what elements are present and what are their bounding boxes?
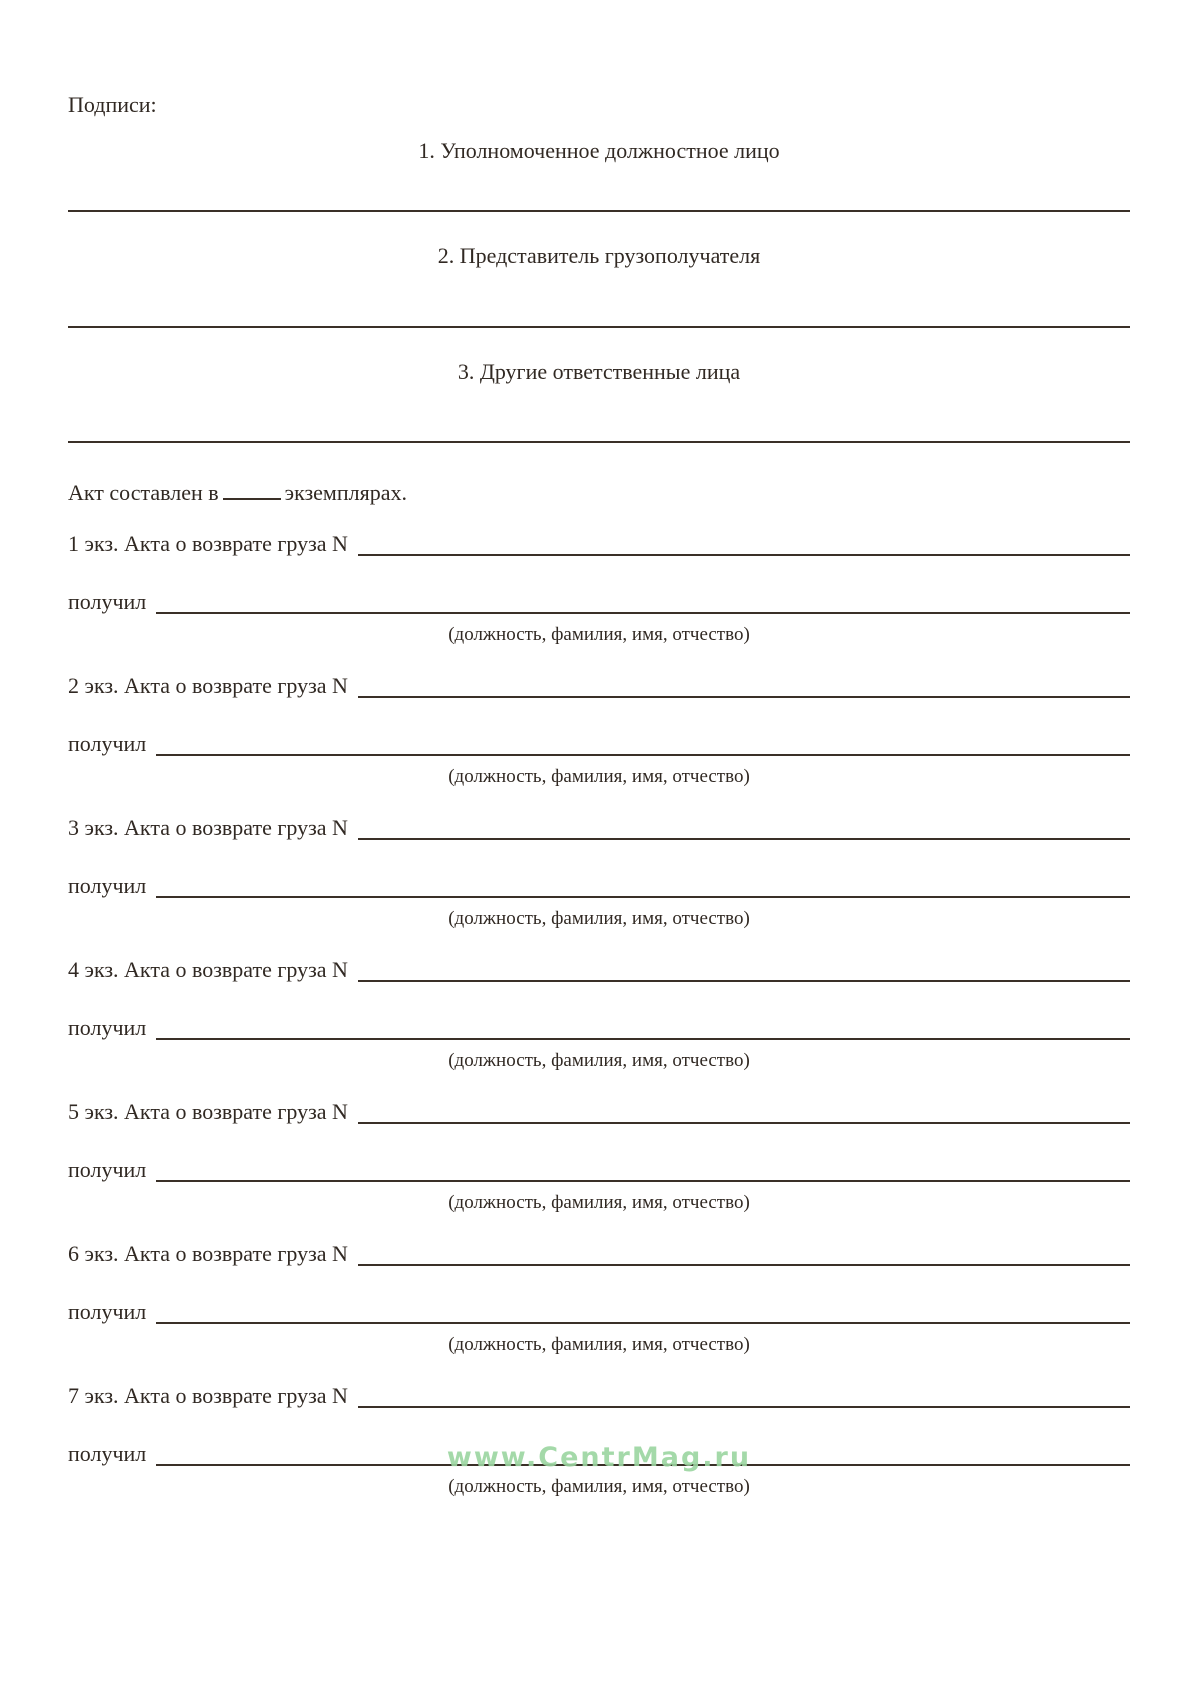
received-row-7 bbox=[68, 1435, 1130, 1469]
name-caption-4: (должность, фамилия, имя, отчество) bbox=[448, 1050, 750, 1071]
received-row-5 bbox=[68, 1151, 1130, 1185]
received-label-7: получил bbox=[68, 1441, 147, 1466]
copy-number-line-2 bbox=[358, 696, 1130, 698]
copy-number-line-1 bbox=[358, 554, 1130, 556]
received-line-2 bbox=[156, 754, 1130, 756]
received-line-6 bbox=[156, 1322, 1130, 1324]
received-row-1 bbox=[68, 583, 1130, 617]
copy-label-2: 2 экз. Акта о возврате груза N bbox=[68, 673, 348, 698]
received-label-4: получил bbox=[68, 1015, 147, 1040]
signatures-label: Подписи: bbox=[68, 92, 157, 117]
received-row-6 bbox=[68, 1293, 1130, 1327]
copies-statement-prefix: Акт составлен в bbox=[68, 480, 219, 505]
signer-heading-1: 1. Уполномоченное должностное лицо bbox=[418, 138, 780, 163]
name-caption-5: (должность, фамилия, имя, отчество) bbox=[448, 1192, 750, 1213]
copy-row-2 bbox=[68, 667, 1130, 701]
signature-line-2 bbox=[68, 326, 1130, 328]
name-caption-6: (должность, фамилия, имя, отчество) bbox=[448, 1334, 750, 1355]
copy-number-line-4 bbox=[358, 980, 1130, 982]
copy-label-3: 3 экз. Акта о возврате груза N bbox=[68, 815, 348, 840]
name-caption-1: (должность, фамилия, имя, отчество) bbox=[448, 624, 750, 645]
signer-heading-2: 2. Представитель грузополучателя bbox=[437, 243, 761, 268]
copy-row-7 bbox=[68, 1377, 1130, 1411]
name-caption-7: (должность, фамилия, имя, отчество) bbox=[448, 1476, 750, 1497]
copy-number-line-5 bbox=[358, 1122, 1130, 1124]
received-label-2: получил bbox=[68, 731, 147, 756]
copy-number-line-7 bbox=[358, 1406, 1130, 1408]
received-line-5 bbox=[156, 1180, 1130, 1182]
signature-line-3 bbox=[68, 441, 1130, 443]
signature-line-1 bbox=[68, 210, 1130, 212]
copy-number-line-3 bbox=[358, 838, 1130, 840]
copy-label-1: 1 экз. Акта о возврате груза N bbox=[68, 531, 348, 556]
signer-heading-3: 3. Другие ответственные лица bbox=[457, 359, 741, 384]
received-label-3: получил bbox=[68, 873, 147, 898]
received-row-4 bbox=[68, 1009, 1130, 1043]
received-line-7 bbox=[156, 1464, 1130, 1466]
received-line-1 bbox=[156, 612, 1130, 614]
name-caption-2: (должность, фамилия, имя, отчество) bbox=[448, 766, 750, 787]
received-row-2 bbox=[68, 725, 1130, 759]
copy-label-4: 4 экз. Акта о возврате груза N bbox=[68, 957, 348, 982]
copy-label-5: 5 экз. Акта о возврате груза N bbox=[68, 1099, 348, 1124]
copy-row-3 bbox=[68, 809, 1130, 843]
copy-row-4 bbox=[68, 951, 1130, 985]
received-label-6: получил bbox=[68, 1299, 147, 1324]
received-line-4 bbox=[156, 1038, 1130, 1040]
copies-statement-suffix: экземплярах. bbox=[284, 480, 407, 505]
copies-count-blank bbox=[223, 498, 281, 500]
copies-statement bbox=[68, 478, 407, 508]
watermark: www.CentrMag.ru bbox=[446, 1442, 752, 1473]
received-row-3 bbox=[68, 867, 1130, 901]
copy-number-line-6 bbox=[358, 1264, 1130, 1266]
copy-row-5 bbox=[68, 1093, 1130, 1127]
received-label-5: получил bbox=[68, 1157, 147, 1182]
copy-row-1 bbox=[68, 525, 1130, 559]
copy-label-7: 7 экз. Акта о возврате груза N bbox=[68, 1383, 348, 1408]
name-caption-3: (должность, фамилия, имя, отчество) bbox=[448, 908, 750, 929]
received-label-1: получил bbox=[68, 589, 147, 614]
copy-label-6: 6 экз. Акта о возврате груза N bbox=[68, 1241, 348, 1266]
copy-row-6 bbox=[68, 1235, 1130, 1269]
received-line-3 bbox=[156, 896, 1130, 898]
